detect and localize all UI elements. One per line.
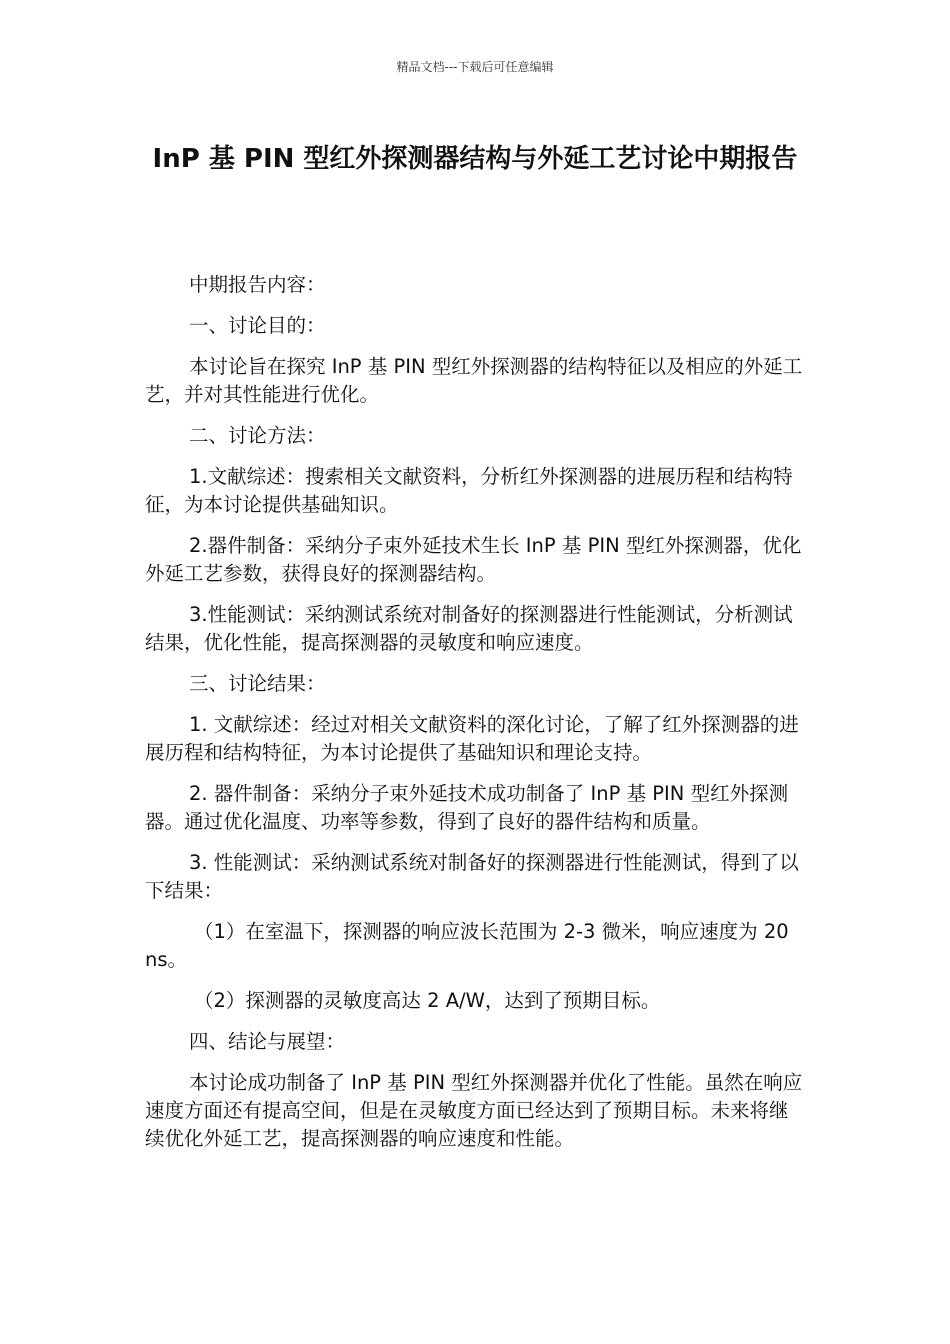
- conclusion-paragraph: 本讨论成功制备了 InP 基 PIN 型红外探测器并优化了性能。虽然在响应速度方面还有提高空间，但是在灵敏度方面已经达到了预期目标。未来将继续优化外延工艺，提高探测器的响应速度和性能。: [145, 1071, 803, 1150]
- result-item-testing: 3. 性能测试：采纳测试系统对制备好的探测器进行性能测试，得到了以下结果：: [145, 851, 799, 902]
- result-item-literature: 1. 文献综述：经过对相关文献资料的深化讨论，了解了红外探测器的进展历程和结构特征，为本讨论提供了基础知识和理论支持。: [145, 713, 799, 764]
- method-item-literature: 1.文献综述：搜索相关文献资料，分析红外探测器的进展历程和结构特征，为本讨论提供基础知识。: [145, 465, 793, 516]
- document-body: [145, 271, 805, 1166]
- result-subitem-wavelength: （1）在室温下，探测器的响应波长范围为 2-3 微米，响应速度为 20 ns。: [145, 920, 789, 971]
- section-heading-methods: 二、讨论方法：: [189, 424, 326, 447]
- purpose-paragraph: 本讨论旨在探究 InP 基 PIN 型红外探测器的结构特征以及相应的外延工艺，并对其性能进行优化。: [145, 355, 803, 406]
- section-heading-purpose: 一、讨论目的：: [189, 314, 326, 337]
- document-title: InP 基 PIN 型红外探测器结构与外延工艺讨论中期报告: [152, 144, 798, 174]
- result-subitem-sensitivity: （2）探测器的灵敏度高达 2 A/W，达到了预期目标。: [194, 989, 661, 1012]
- section-heading-conclusion: 四、结论与展望：: [189, 1030, 346, 1053]
- method-item-testing: 3.性能测试：采纳测试系统对制备好的探测器进行性能测试，分析测试结果，优化性能，提高探测器的灵敏度和响应速度。: [145, 603, 793, 654]
- section-heading-results: 三、讨论结果：: [189, 672, 326, 695]
- method-item-fabrication: 2.器件制备：采纳分子束外延技术生长 InP 基 PIN 型红外探测器，优化外延工艺参数，获得良好的探测器结构。: [145, 534, 802, 585]
- header-note: 精品文档---下载后可任意编辑: [396, 60, 554, 74]
- section-heading-report-content: 中期报告内容：: [189, 273, 326, 296]
- result-item-fabrication: 2. 器件制备：采纳分子束外延技术成功制备了 InP 基 PIN 型红外探测器。通过优化温度、功率等参数，得到了良好的器件结构和质量。: [145, 782, 789, 833]
